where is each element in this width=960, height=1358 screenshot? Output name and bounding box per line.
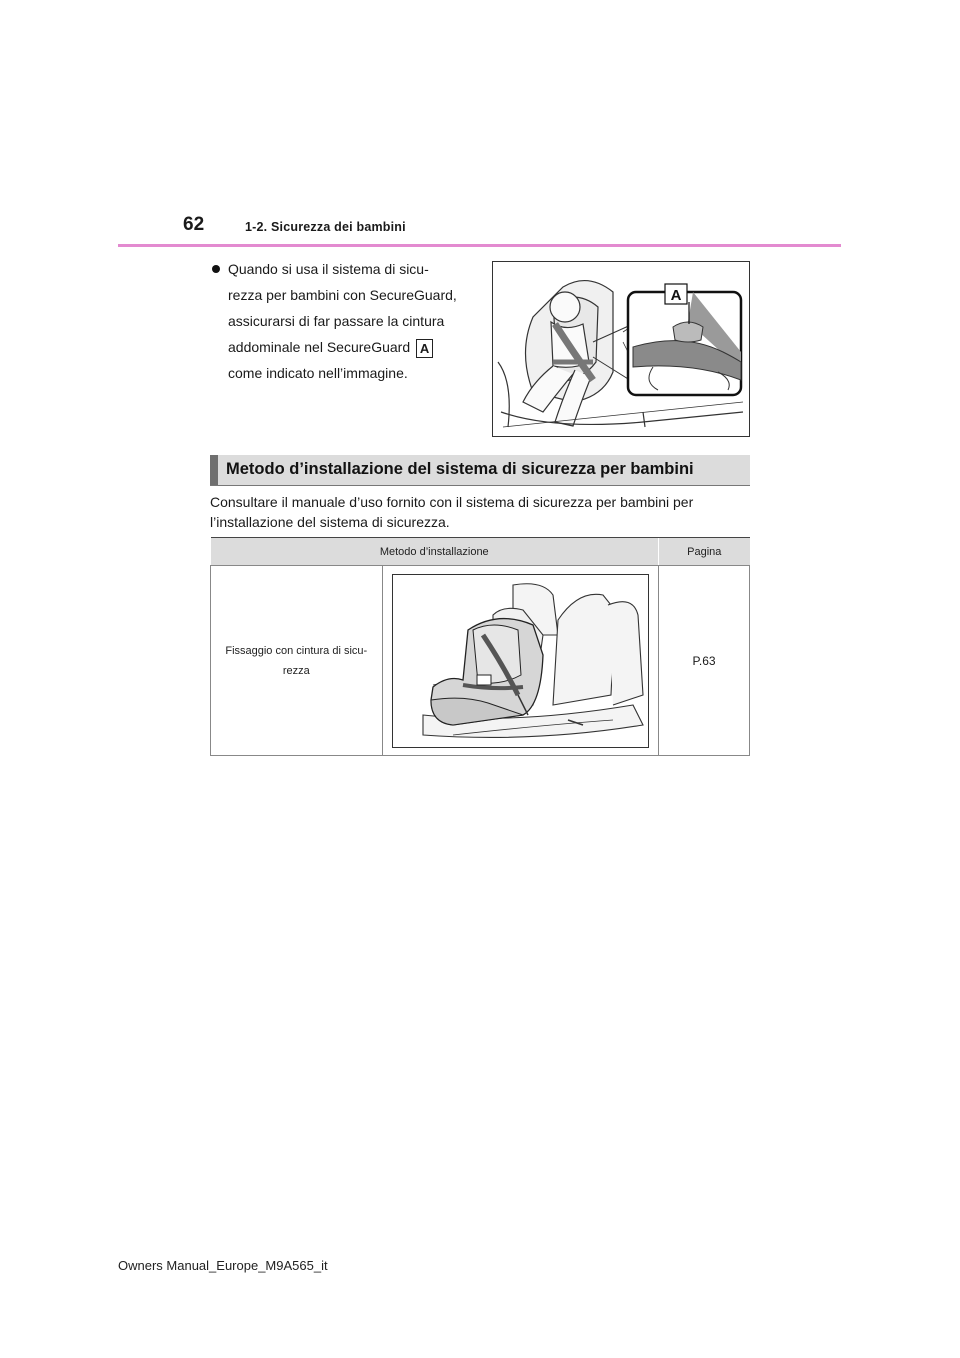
secureguard-illustration [492, 261, 750, 437]
section-heading-text: Metodo d’installazione del sistema di sicurezza per bambini [226, 460, 694, 478]
inline-callout-label: A [416, 339, 433, 358]
intro-line: Consultare il manuale d’uso fornito con il sistema di sicurezza per bambini per [210, 494, 694, 510]
method-description-line: Fissaggio con cintura di sicu- [225, 644, 368, 657]
child-in-seat-illustration [493, 262, 749, 436]
rear-seat-child-seat-illustration [393, 575, 648, 747]
intro-line: l’installazione del sistema di sicurezza. [210, 514, 450, 530]
child-seat-illustration [392, 574, 649, 748]
bullet-line: rezza per bambini con SecureGuard, [228, 287, 457, 303]
bullet-line [228, 334, 482, 360]
bullet-line: assicurarsi di far passare la cintura [228, 313, 445, 329]
method-description-line: rezza [282, 664, 310, 677]
section-heading [210, 455, 750, 486]
bullet-dot-icon [212, 265, 220, 273]
bullet-item [212, 256, 482, 386]
page-number: 62 [183, 214, 205, 235]
callout-label: A [670, 287, 682, 304]
bullet-line: Quando si usa il sistema di sicu- [228, 261, 429, 277]
bullet-line: come indicato nell’immagine. [228, 365, 408, 381]
bullet-line-text: addominale nel SecureGuard [228, 339, 411, 355]
table-row [211, 566, 750, 756]
bullet-text [212, 256, 482, 386]
section-title: 1-2. Sicurezza dei bambini [245, 220, 406, 234]
method-page-ref: P.63 [659, 566, 750, 756]
footer-doc-id: Owners Manual_Europe_M9A565_it [118, 1258, 328, 1273]
header-method: Metodo d’installazione [211, 538, 659, 566]
installation-table [210, 537, 750, 756]
header-rule [118, 244, 841, 247]
method-figure-cell [382, 566, 658, 756]
intro-paragraph [210, 492, 755, 532]
section-heading-bar [210, 455, 218, 485]
table-header-row [211, 538, 750, 566]
method-description [211, 566, 383, 756]
header-page: Pagina [659, 538, 750, 566]
